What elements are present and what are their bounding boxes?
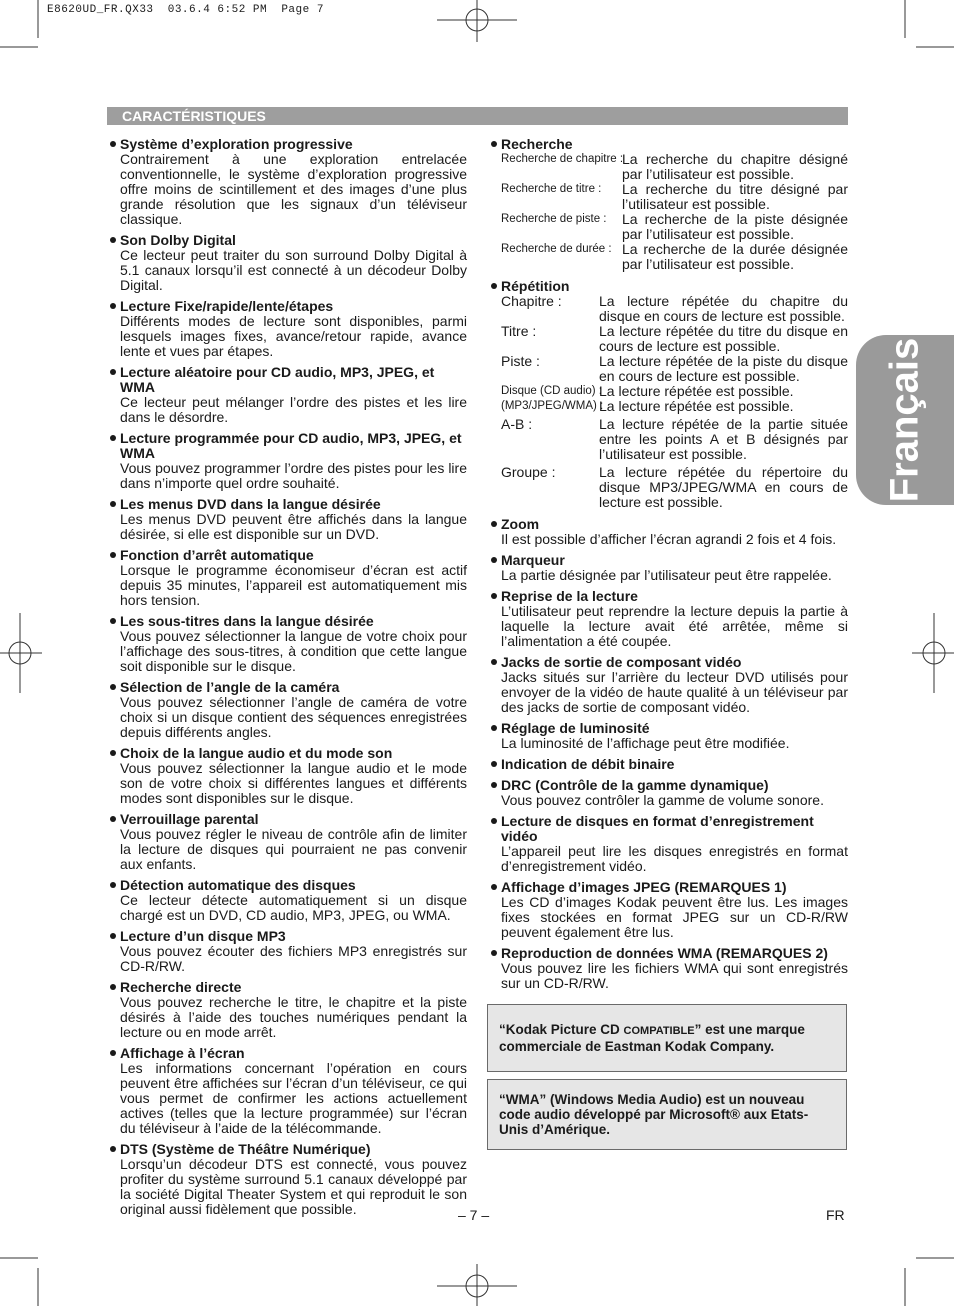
sub-row-description: La recherche du chapitre désigné par l’utilisateur est possible. [622,151,848,182]
feature-item [107,1046,467,1136]
feature-title: DRC (Contrôle de la gamme dynamique) [488,778,848,793]
note-kodak [487,1004,847,1072]
feature-sub-row [488,242,848,272]
sub-row-description: La recherche de la durée désignée par l’utilisateur est possible. [622,241,848,272]
feature-description: Vous pouvez lire les fichiers WMA qui sont enregistrés sur un CD-R/RW. [501,960,848,991]
feature-title: Recherche directe [107,980,467,995]
feature-item [107,233,467,293]
feature-item [488,757,848,772]
sub-row-label: Recherche de titre : [501,183,602,195]
sub-row-description: La lecture répétée du chapitre du disque en cours de lecture est possible. [599,293,848,324]
feature-description: Lorsqu’un décodeur DTS est connecté, vous pouvez profiter du système surround 5.1 canaux développé par la société Digital Theater System et qui reproduit le son original aussi fidèlement que possible. [120,1156,467,1217]
feature-description: Vous pouvez régler le niveau de contrôle afin de limiter la lecture de disques qui pourraient ne pas convenir aux enfants. [120,826,467,872]
feature-description: Vous pouvez sélectionner la langue audio et le mode son de votre choix si différentes langues et différents modes sont disponibles sur le disque. [120,760,467,806]
page-language: FR [826,1207,845,1223]
feature-item [107,365,467,425]
feature-sub-row [488,354,848,384]
feature-title: Jacks de sortie de composant vidéo [488,655,848,670]
feature-title: Réglage de luminosité [488,721,848,736]
feature-title: DTS (Système de Théâtre Numérique) [107,1142,467,1157]
sub-row-label: Groupe : [501,464,556,480]
feature-item [488,880,848,940]
sub-row-label: Recherche de durée : [501,243,612,255]
feature-title: Lecture d’un disque MP3 [107,929,467,944]
sub-row-label: Disque (CD audio) : [501,385,602,397]
feature-title: Fonction d’arrêt automatique [107,548,467,563]
feature-description: L’utilisateur peut reprendre la lecture depuis la partie à laquelle la lecture avait été arrêtée, même si l’alimentation a été coupée. [501,603,848,649]
print-header: E8620UD_FR.QX33 03.6.4 6:52 PM Page 7 [47,4,324,16]
feature-description: Vous pouvez contrôler la gamme de volume sonore. [501,792,824,808]
language-tab-label: Français [882,337,927,503]
feature-sub-row [488,465,848,510]
feature-description: Les CD d’images Kodak peuvent être lus. Les images fixes stockées en format JPEG sur un CD-R/RW peuvent également être lus. [501,894,848,940]
feature-item [107,1142,467,1217]
feature-title: Lecture aléatoire pour CD audio, MP3, JPEG, et WMA [107,365,467,395]
left-column [107,137,467,1223]
feature-description: Vous pouvez sélectionner la langue de votre choix pour l’affichage des sous-titres, à condition que cette langue soit disponible sur le disque. [120,628,467,674]
feature-recherche [488,137,848,272]
sub-row-label: Piste : [501,353,540,369]
feature-title: Lecture Fixe/rapide/lente/étapes [107,299,467,314]
sub-row-description: La lecture répétée est possible. [599,383,794,399]
feature-sub-row [488,294,848,324]
feature-description: Jacks situés sur l’arrière du lecteur DVD utilisés pour envoyer de la vidéo de haute qualité à un téléviseur par des jacks de sortie de composant vidéo. [501,669,848,715]
feature-title: Reproduction de données WMA (REMARQUES 2) [488,946,848,961]
feature-title: Son Dolby Digital [107,233,467,248]
sub-row-label: Recherche de piste : [501,213,607,225]
feature-title: Lecture de disques en format d’enregistrement vidéo [488,814,848,844]
feature-description: Les informations concernant l’opération en cours peuvent être affichées sur l’écran d’un téléviseur, ce qui vous permet de confirmer les actions actuellement actives (telles que la lecture programmée) sur l’écran du téléviseur à l’aide de la télécommande. [120,1060,467,1136]
feature-description: Vous pouvez recherche le titre, le chapitre et la piste désirés à l’aide des touches numériques pendant la lecture ou en mode arrêt. [120,994,467,1040]
feature-title: Choix de la langue audio et du mode son [107,746,467,761]
feature-item [107,878,467,923]
feature-item [107,980,467,1040]
feature-title: Zoom [488,517,848,532]
feature-title: Système d’exploration progressive [107,137,467,152]
right-column [488,137,848,997]
feature-sub-row [488,417,848,462]
feature-description: Vous pouvez sélectionner l’angle de caméra de votre choix si un disque contient des séquences enregistrées depuis différents angles. [120,694,467,740]
feature-item [107,548,467,608]
feature-item [488,517,848,547]
note-kodak-compatible: COMPATIBLE [623,1025,695,1037]
feature-item [107,497,467,542]
note-wma-text: “WMA” (Windows Media Audio) est un nouveau code audio développé par Microsoft® aux Etats-Unis d’Amérique. [499,1092,809,1137]
feature-sub-row [488,182,848,212]
feature-description: Ce lecteur peut traiter du son surround Dolby Digital à 5.1 canaux lorsqu’il est connecté à un décodeur Dolby Digital. [120,247,467,293]
feature-title: Lecture programmée pour CD audio, MP3, JPEG, et WMA [107,431,467,461]
sub-row-description: La recherche de la piste désignée par l’utilisateur est possible. [622,211,848,242]
feature-item [488,589,848,649]
feature-description: Vous pouvez écouter des fichiers MP3 enregistrés sur CD-R/RW. [120,943,467,974]
page-number: – 7 – [458,1207,490,1223]
feature-item [107,299,467,359]
feature-item [107,746,467,806]
sub-row-description: La lecture répétée de la piste du disque en cours de lecture est possible. [599,353,848,384]
sub-row-label: A-B : [501,416,533,432]
feature-item [107,431,467,491]
feature-title: Recherche [488,137,848,152]
feature-description: Vous pouvez programmer l’ordre des pistes pour les lire dans n’importe quel ordre souhaité. [120,460,467,491]
feature-description: Ce lecteur détecte automatiquement si un disque chargé est un DVD, CD audio, MP3, JPEG, ou WMA. [120,892,467,923]
feature-title: Les sous-titres dans la langue désirée [107,614,467,629]
feature-title: Répétition [488,279,848,294]
feature-sub-row [488,212,848,242]
sub-row-label: Titre : [501,323,537,339]
note-kodak-pre: “Kodak Picture CD [499,1022,624,1037]
feature-description: La luminosité de l’affichage peut être modifiée. [501,735,790,751]
feature-description: Lorsque le programme économiseur d’écran est actif depuis 35 minutes, l’appareil est automatiquement mis hors tension. [120,562,467,608]
feature-item [488,946,848,991]
sub-row-label: (MP3/JPEG/WMA) : [501,400,604,412]
note-kodak-post: ” est une marque commerciale de Eastman Kodak Company. [499,1022,805,1054]
sub-row-label: Chapitre : [501,293,562,309]
feature-title: Marqueur [488,553,848,568]
feature-item [488,778,848,808]
feature-item [488,814,848,874]
language-tab [856,335,954,505]
feature-item [488,553,848,583]
feature-description: La partie désignée par l’utilisateur peut être rappelée. [501,567,832,583]
sub-row-description: La lecture répétée du titre du disque en cours de lecture est possible. [599,323,848,354]
sub-row-description: La recherche du titre désigné par l’utilisateur est possible. [622,181,848,212]
feature-item [488,721,848,751]
feature-description: Ce lecteur peut mélanger l’ordre des pistes et les lire dans le désordre. [120,394,467,425]
feature-item [107,137,467,227]
feature-title: Les menus DVD dans la langue désirée [107,497,467,512]
feature-title: Indication de débit binaire [488,757,848,772]
feature-item [488,655,848,715]
section-title: CARACTÉRISTIQUES [107,107,848,125]
feature-title: Reprise de la lecture [488,589,848,604]
note-wma [487,1079,847,1150]
feature-item [107,929,467,974]
sub-row-label: Recherche de chapitre : [501,153,624,165]
feature-title: Sélection de l’angle de la caméra [107,680,467,695]
feature-title: Verrouillage parental [107,812,467,827]
feature-description: Il est possible d’afficher l’écran agrandi 2 fois et 4 fois. [501,531,837,547]
feature-description: Les menus DVD peuvent être affichés dans la langue désirée, si elle est disponible sur un DVD. [120,511,467,542]
feature-repetition [488,279,848,510]
feature-item [107,812,467,872]
sub-row-description: La lecture répétée est possible. [599,398,794,414]
feature-description: Contrairement à une exploration entrelacée conventionnelle, le système d’exploration progressive offre moins de scintillement et des images d’une plus grande résolution que les signaux d’un téléviseur classique. [120,151,467,227]
feature-item [107,680,467,740]
sub-row-description: La lecture répétée du répertoire du disque MP3/JPEG/WMA en cours de lecture est possible. [599,464,848,510]
sub-row-description: La lecture répétée de la partie située entre les points A et B désignés par l’utilisateur est possible. [599,416,848,462]
feature-description: L’appareil peut lire les disques enregistrés en format d’enregistrement vidéo. [501,843,848,874]
feature-sub-row [488,324,848,354]
feature-title: Détection automatique des disques [107,878,467,893]
feature-title: Affichage à l’écran [107,1046,467,1061]
feature-sub-row [488,384,848,399]
feature-title: Affichage d’images JPEG (REMARQUES 1) [488,880,848,895]
feature-sub-row [488,399,848,414]
feature-sub-row [488,152,848,182]
feature-description: Différents modes de lecture sont disponibles, parmi lesquels images fixes, avance/retour rapide, avance lente et vues par étapes. [120,313,467,359]
feature-item [107,614,467,674]
